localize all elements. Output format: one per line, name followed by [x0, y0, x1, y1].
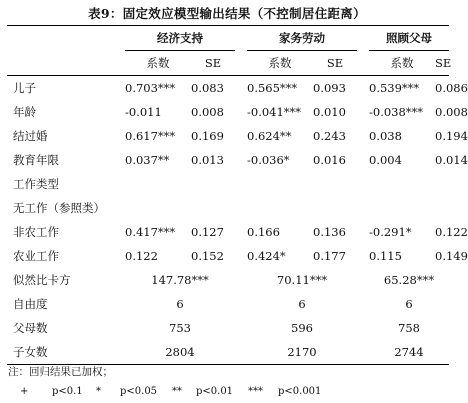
- summary-value: 2744: [369, 340, 449, 365]
- summary-value: 70.11***: [276, 273, 328, 287]
- summary-label: 似然比卡方: [13, 273, 71, 287]
- summary-value: 596: [291, 321, 313, 335]
- coef-cell: 0.115: [369, 249, 402, 263]
- sig-symbol: ***: [248, 386, 263, 397]
- row-label: 工作类型: [13, 177, 59, 191]
- se-cell: 0.093: [313, 81, 346, 95]
- row-label: 无工作（参照类）: [13, 201, 105, 215]
- se-cell: 0.136: [313, 225, 346, 239]
- summary-value: 147.78***: [151, 273, 209, 287]
- coef-cell: [369, 196, 435, 220]
- coef-cell: -0.038***: [369, 105, 424, 119]
- coef-cell: 0.037**: [125, 153, 170, 167]
- row-label: 儿子: [13, 81, 36, 95]
- subheader-row: [7, 51, 449, 76]
- row-label: 年龄: [13, 105, 36, 119]
- significance-legend: [20, 386, 338, 397]
- table-title: 表9：固定效应模型输出结果（不控制居住距离）: [88, 6, 366, 21]
- se-cell: 0.194: [435, 129, 468, 143]
- row-label: 非农工作: [13, 225, 59, 239]
- coef-cell: 0.703***: [125, 81, 176, 95]
- se-cell: 0.152: [191, 249, 224, 263]
- table-row: [7, 148, 449, 172]
- table-row: [7, 196, 449, 220]
- coef-cell: 0.417***: [125, 225, 176, 239]
- se-cell: 0.086: [435, 81, 468, 95]
- summary-row: [7, 316, 449, 340]
- coef-cell: -0.036*: [247, 153, 290, 167]
- se-cell: 0.177: [313, 249, 346, 263]
- coef-cell: -0.291*: [369, 225, 412, 239]
- coef-cell: -0.011: [125, 105, 162, 119]
- group-header-economic: 经济支持: [125, 26, 235, 51]
- subheader-coef: 系数: [125, 51, 191, 76]
- summary-row: [7, 292, 449, 316]
- table-row: [7, 76, 449, 101]
- se-cell: 0.014: [435, 153, 468, 167]
- table-note: 注：回归结果已加权；: [8, 366, 113, 378]
- subheader-se: SE: [191, 51, 235, 76]
- coef-cell: 0.004: [369, 153, 402, 167]
- coef-cell: 0.038: [369, 129, 402, 143]
- summary-value: 758: [398, 321, 420, 335]
- se-cell: 0.013: [191, 153, 224, 167]
- se-cell: 0.083: [191, 81, 224, 95]
- subheader-coef: 系数: [369, 51, 435, 76]
- coef-cell: -0.041***: [247, 105, 302, 119]
- coef-cell: 0.624**: [247, 129, 292, 143]
- coef-cell: [125, 172, 191, 196]
- coef-cell: [125, 196, 191, 220]
- summary-label: 父母数: [13, 321, 48, 335]
- summary-value: 6: [405, 297, 413, 311]
- se-cell: [191, 172, 235, 196]
- se-cell: [313, 172, 357, 196]
- regression-table: [7, 25, 468, 365]
- sig-symbol: *: [96, 386, 101, 397]
- group-header-housework: 家务劳动: [247, 26, 357, 51]
- summary-value: 753: [169, 321, 191, 335]
- coef-cell: 0.424*: [247, 249, 286, 263]
- sig-text: p<0.01: [196, 386, 234, 397]
- summary-value: 6: [298, 297, 306, 311]
- row-label: 教育年限: [13, 153, 59, 167]
- coef-cell: 0.166: [247, 225, 280, 239]
- coef-cell: 0.565***: [247, 81, 298, 95]
- summary-row: [7, 340, 449, 365]
- sig-symbol: **: [172, 386, 182, 397]
- summary-label: 子女数: [7, 340, 125, 365]
- se-cell: [435, 172, 449, 196]
- se-cell: 0.122: [435, 225, 468, 239]
- summary-value: 2170: [247, 340, 357, 365]
- sig-text: p<0.05: [120, 386, 158, 397]
- coef-cell: [247, 172, 313, 196]
- group-header-care: 照顾父母: [369, 26, 449, 51]
- summary-value: 2804: [125, 340, 235, 365]
- coef-cell: [247, 196, 313, 220]
- table-row: [7, 124, 449, 148]
- sig-text: p<0.001: [278, 386, 322, 397]
- summary-row: [7, 268, 449, 292]
- se-cell: [191, 196, 235, 220]
- se-cell: 0.169: [191, 129, 224, 143]
- sig-symbol: +: [20, 386, 29, 397]
- row-label: 农业工作: [13, 249, 59, 263]
- subheader-se: SE: [435, 51, 449, 76]
- coef-cell: 0.617***: [125, 129, 176, 143]
- se-cell: 0.127: [191, 225, 224, 239]
- subheader-se: SE: [313, 51, 357, 76]
- se-cell: 0.016: [313, 153, 346, 167]
- table-row: [7, 244, 449, 268]
- coef-cell: 0.539***: [369, 81, 420, 95]
- se-cell: 0.008: [191, 105, 224, 119]
- table-row: [7, 172, 449, 196]
- se-cell: 0.149: [435, 249, 468, 263]
- row-label: 结过婚: [13, 129, 48, 143]
- se-cell: 0.243: [313, 129, 346, 143]
- summary-value: 6: [176, 297, 184, 311]
- sig-text: p<0.1: [52, 386, 83, 397]
- subheader-coef: 系数: [247, 51, 313, 76]
- se-cell: 0.008: [435, 105, 468, 119]
- coef-cell: 0.122: [125, 249, 158, 263]
- se-cell: [313, 196, 357, 220]
- coef-cell: [369, 172, 435, 196]
- group-header-row: [7, 26, 449, 51]
- se-cell: [435, 196, 449, 220]
- table-row: [7, 100, 449, 124]
- summary-label: 自由度: [13, 297, 48, 311]
- se-cell: 0.010: [313, 105, 346, 119]
- table-row: [7, 220, 449, 244]
- summary-value: 65.28***: [383, 273, 435, 287]
